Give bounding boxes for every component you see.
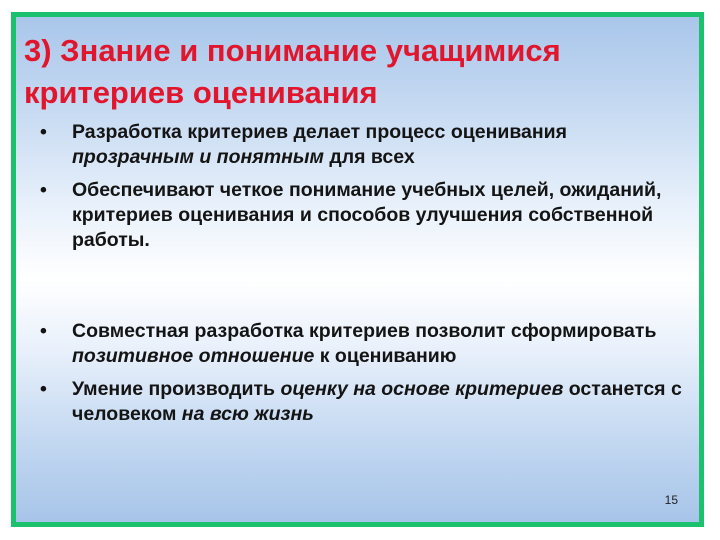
bullet-item [40, 178, 690, 253]
slide-title: 3) Знание и понимание учащимися критериев оценивания [24, 33, 561, 110]
bullet-text-emphasis: на всю жизнь [181, 403, 314, 425]
bullet-icon: • [40, 179, 47, 201]
bullet-text [72, 320, 656, 367]
bullet-icon: • [40, 378, 47, 400]
bullet-text [72, 179, 661, 251]
bullet-text-part: Обеспечивают четкое понимание учебных целей, ожиданий, критериев оценивания и способов улучшения собственной работы. [72, 179, 662, 251]
bullet-text-part: Совместная разработка критериев позволит сформировать [72, 320, 657, 342]
bullet-item [40, 120, 690, 170]
bullet-text [72, 378, 682, 425]
bullet-text-part: Разработка критериев делает процесс оценивания [72, 121, 568, 143]
bullet-list [40, 120, 690, 427]
bullet-text-part: останется с человеком [72, 378, 682, 425]
bullet-text-part: Умение производить [72, 378, 281, 400]
bullet-item [40, 319, 690, 369]
bullet-text-emphasis: позитивное отношение [72, 345, 315, 367]
bullet-text-part: к оцениванию [314, 345, 457, 367]
bullet-text-emphasis: прозрачным и понятным [72, 146, 324, 168]
bullet-text-emphasis: оценку на основе критериев [280, 378, 564, 400]
bullet-text [72, 121, 567, 168]
bullet-item [40, 377, 690, 427]
bullet-icon: • [40, 320, 47, 342]
bullet-text-part: для всех [323, 146, 415, 168]
bullet-icon: • [40, 121, 47, 143]
page-number: 15 [664, 493, 678, 507]
